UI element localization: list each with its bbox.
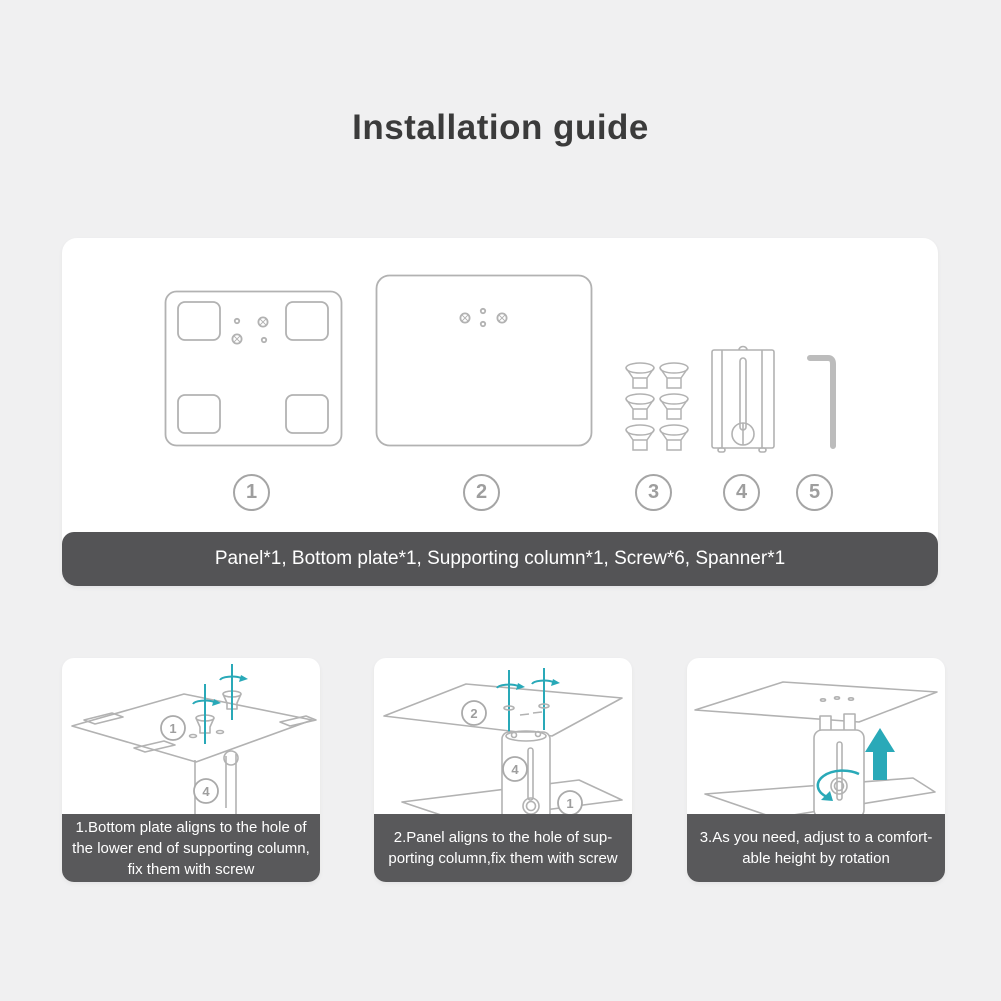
step-2-caption-line2: porting column,fix them with screw <box>388 850 618 867</box>
step1-column-badge: 4 <box>202 784 210 799</box>
step-2-caption <box>374 814 632 882</box>
parts-summary-text: Panel*1, Bottom plate*1, Supporting column*1, Screw*6, Spanner*1 <box>214 548 786 569</box>
step1-plate-badge: 1 <box>169 721 177 736</box>
step-1-caption-line1: 1.Bottom plate aligns to the hole of <box>75 818 307 836</box>
step-1-caption-line2: the lower end of supporting column, <box>72 839 310 857</box>
part-3-badge <box>635 474 672 511</box>
step-3-caption-line2: able height by rotation <box>742 850 890 867</box>
step-2-caption-line1: 2.Panel aligns to the hole of sup- <box>393 829 613 846</box>
parts-overview-card <box>62 238 938 586</box>
part-2-number: 2 <box>475 481 488 503</box>
step2-panel-badge: 2 <box>470 706 478 721</box>
step-1-card <box>62 658 320 882</box>
part-1-badge <box>233 474 270 511</box>
step2-column-badge: 4 <box>511 762 519 777</box>
part-2-badge <box>463 474 500 511</box>
step-3-card <box>687 658 945 882</box>
step-1-caption-line3: fix them with screw <box>127 860 255 878</box>
part-4-number: 4 <box>735 481 748 503</box>
up-arrow-icon <box>865 728 895 780</box>
page-title: Installation guide <box>352 108 649 147</box>
step-2-illustration <box>374 658 632 814</box>
screws-icon <box>618 360 698 456</box>
step-2-card <box>374 658 632 882</box>
supporting-column-icon <box>710 344 776 456</box>
part-1-number: 1 <box>245 481 258 503</box>
bottom-plate-icon <box>164 290 344 448</box>
step-1-caption <box>62 814 320 882</box>
part-4-badge <box>723 474 760 511</box>
part-5-number: 5 <box>808 481 821 503</box>
spanner-icon <box>802 350 846 454</box>
step-3-illustration <box>687 658 945 814</box>
step2-plate-badge: 1 <box>566 796 574 811</box>
part-3-number: 3 <box>647 481 660 503</box>
step-3-caption <box>687 814 945 882</box>
parts-summary-bar <box>62 532 938 586</box>
part-5-badge <box>796 474 833 511</box>
panel-icon <box>375 274 593 447</box>
step-3-caption-line1: 3.As you need, adjust to a comfort- <box>699 829 933 846</box>
step-1-illustration <box>62 658 320 814</box>
